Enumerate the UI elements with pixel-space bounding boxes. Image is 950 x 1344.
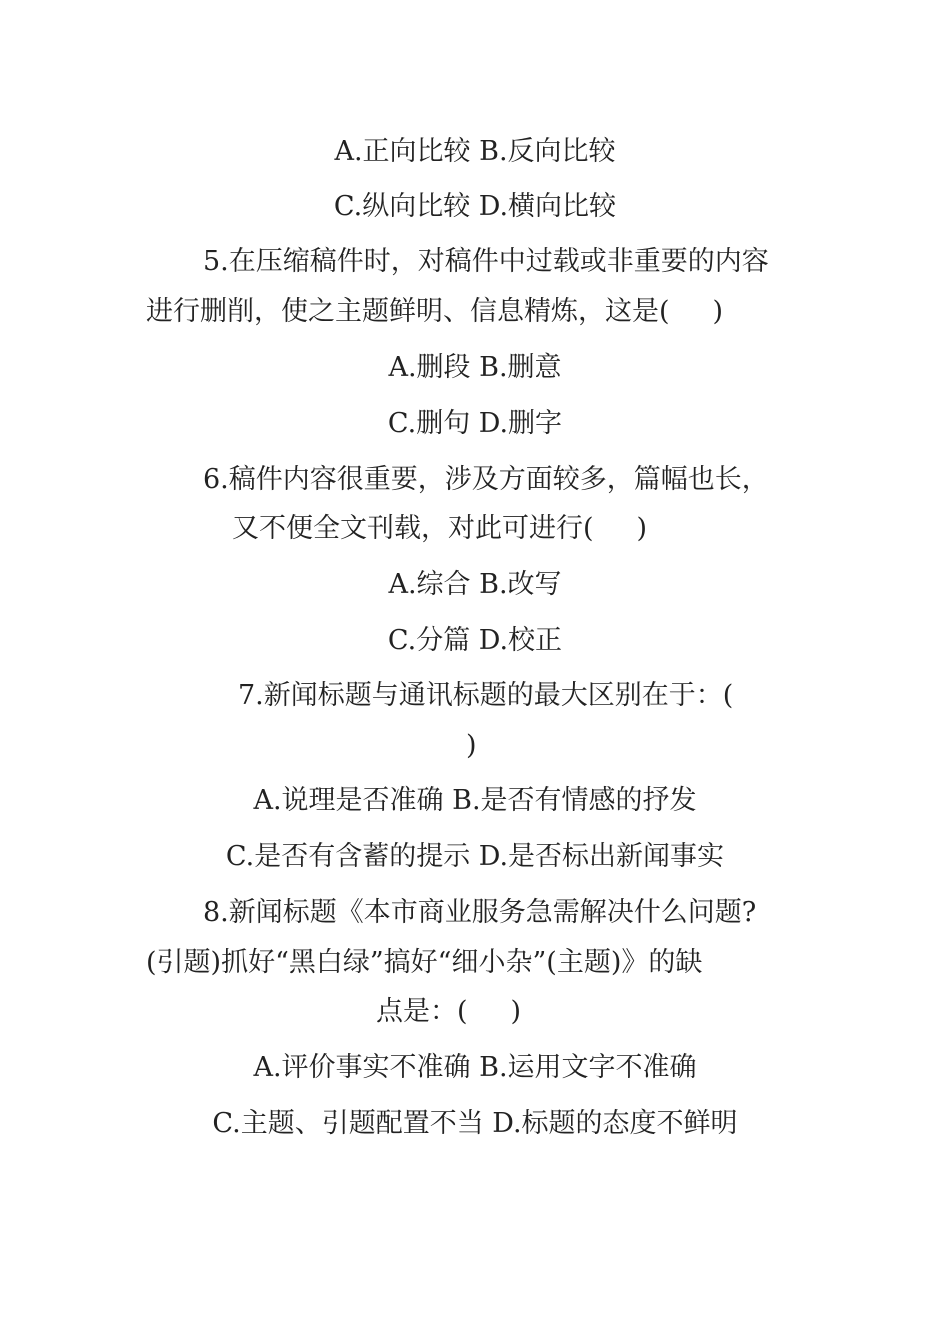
q5-options-ab: A.删段 B.删意 — [388, 352, 562, 383]
q7-options-ab: A.说理是否准确 B.是否有情感的抒发 — [253, 785, 697, 816]
q6-stem-line1: 6.稿件内容很重要，涉及方面较多，篇幅也长， — [203, 464, 769, 495]
q5-stem-line2: 进行删削，使之主题鲜明、信息精炼，这是( ) — [146, 296, 723, 327]
q7-stem-line2: ) — [466, 730, 477, 761]
q8-options-cd: C.主题、引题配置不当 D.标题的态度不鲜明 — [212, 1108, 738, 1139]
q4-options-cd: C.纵向比较 D.横向比较 — [333, 191, 617, 222]
q5-stem-line1: 5.在压缩稿件时，对稿件中过载或非重要的内容 — [203, 246, 769, 277]
q5-options-cd: C.删句 D.删字 — [387, 408, 563, 439]
q8-stem-line2: (引题)抓好“黑白绿”搞好“细小杂”(主题)》的缺 — [146, 947, 703, 978]
q8-stem-line3: 点是：( ) — [376, 996, 521, 1027]
q8-options-ab: A.评价事实不准确 B.运用文字不准确 — [253, 1052, 697, 1083]
q6-stem-line2: 又不便全文刊载，对此可进行( ) — [232, 513, 647, 544]
q7-stem-line1: 7.新闻标题与通讯标题的最大区别在于：( — [238, 680, 734, 711]
q6-options-cd: C.分篇 D.校正 — [387, 625, 563, 656]
q4-options-ab: A.正向比较 B.反向比较 — [334, 136, 616, 167]
q7-options-cd: C.是否有含蓄的提示 D.是否标出新闻事实 — [225, 841, 725, 872]
q6-options-ab: A.综合 B.改写 — [388, 569, 562, 600]
q8-stem-line1: 8.新闻标题《本市商业服务急需解决什么问题? — [203, 897, 757, 928]
